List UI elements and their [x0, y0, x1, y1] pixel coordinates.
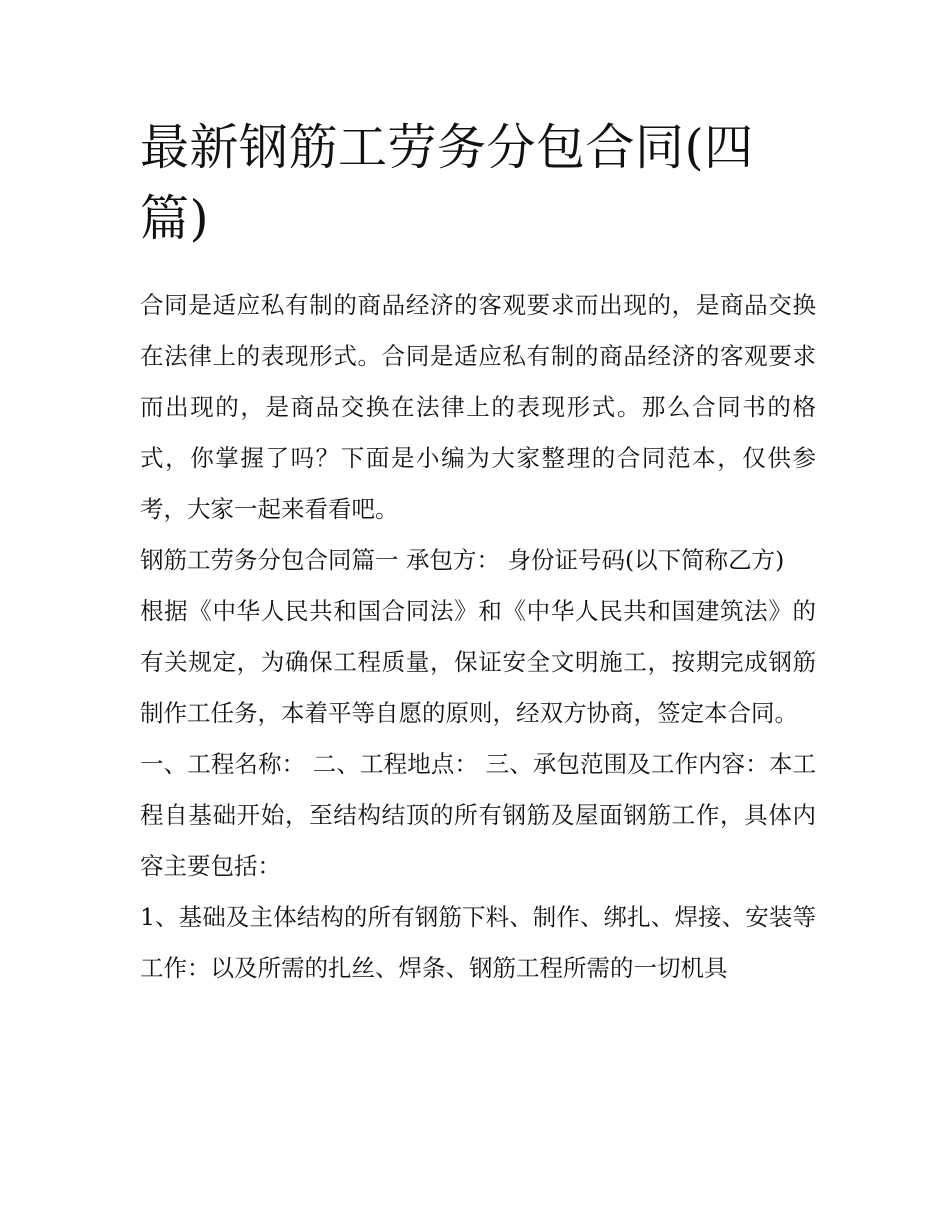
paragraph-legal-basis: 根据《中华人民共和国合同法》和《中华人民共和国建筑法》的有关规定，为确保工程质量，保证安全文明施工，按期完成钢筋制作工任务，本着平等自愿的原则，经双方协商，签定本合同。	[140, 597, 816, 727]
document-title: 最新钢筋工劳务分包合同(四篇)	[140, 119, 754, 247]
paragraph-item-1: 1、基础及主体结构的所有钢筋下料、制作、绑扎、焊接、安装等工作：以及所需的扎丝、焊条、钢筋工程所需的一切机具	[140, 903, 816, 982]
document-page	[140, 112, 816, 994]
paragraph-intro: 合同是适应私有制的商品经济的客观要求而出现的，是商品交换在法律上的表现形式。合同是适应私有制的商品经济的客观要求而出现的，是商品交换在法律上的表现形式。那么合同书的格式，你掌握了吗？下面是小编为大家整理的合同范本，仅供参考，大家一起来看看吧。	[140, 291, 816, 523]
paragraph-contract-heading: 钢筋工劳务分包合同篇一 承包方： 身份证号码(以下简称乙方)	[140, 546, 785, 574]
paragraph-project-scope: 一、工程名称： 二、工程地点： 三、承包范围及工作内容：本工程自基础开始，至结构结顶的所有钢筋及屋面钢筋工作，具体内容主要包括：	[140, 750, 816, 880]
